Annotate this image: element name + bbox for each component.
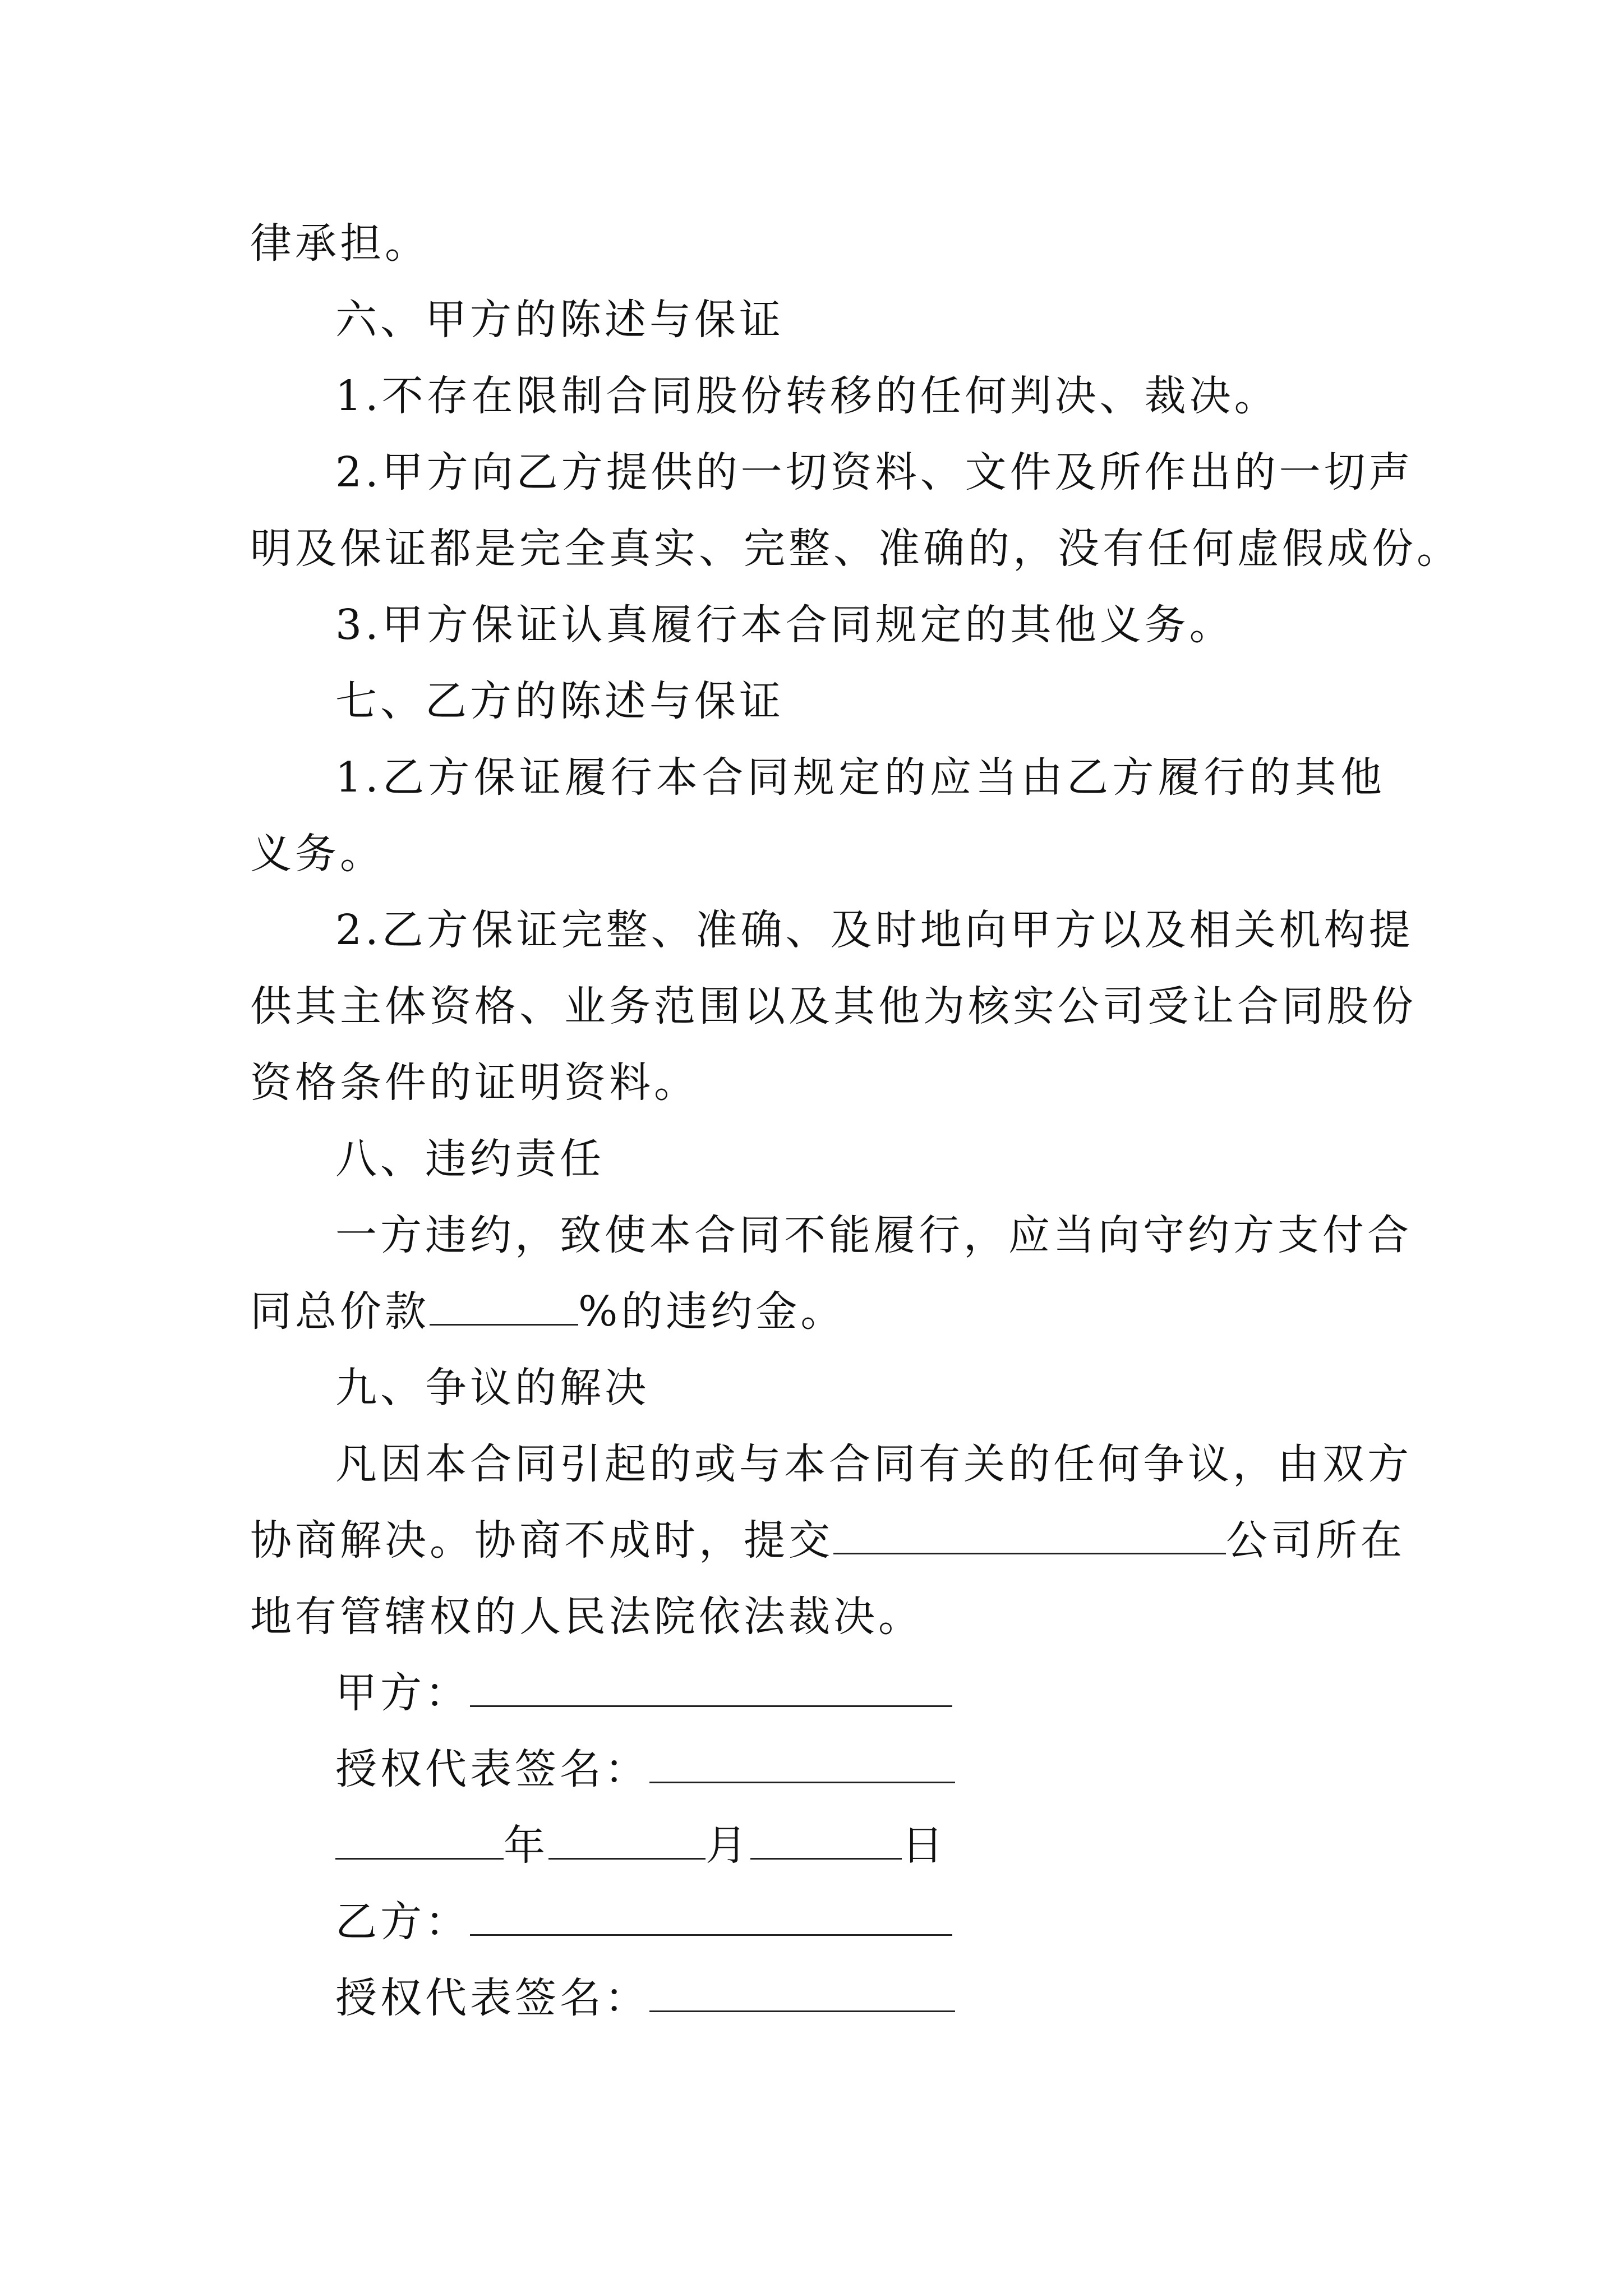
section-6-item-2-text-1: 2.甲方向乙方提供的一切资料、文件及所作出的一切声 [335,448,1414,496]
party-b-sign-blank [649,1975,955,2012]
month-label: 月 [706,1821,750,1870]
party-a-sign-row [250,1731,1385,1807]
section-7-item-2-line-3: 资格条件的证明资料。 [250,1059,699,1107]
section-7-item-2-line-1 [250,892,1414,968]
section-6-item-2-line-1 [250,434,1414,510]
section-7-item-2-text-1: 2.乙方保证完整、准确、及时地向甲方以及相关机构提 [335,906,1414,954]
party-b-row [250,1884,1385,1960]
party-a-sign-blank [649,1746,955,1783]
section-8-text-2-pre: 同总价款 [250,1287,430,1336]
section-8-text-line-2 [250,1273,1385,1350]
penalty-percent-blank [430,1288,578,1326]
party-b-sign-label: 授权代表签名： [335,1974,649,2022]
section-8-title: 八、违约责任 [335,1135,605,1183]
section-7-item-1-text-1: 1.乙方保证履行本合同规定的应当由乙方履行的其他 [335,753,1385,802]
party-b-blank [470,1898,952,1936]
section-8-text-1: 一方违约，致使本合同不能履行，应当向守约方支付合 [335,1211,1412,1259]
section-9-text-2-pre: 协商解决。协商不成时，提交 [250,1516,833,1565]
party-b-label: 乙方： [335,1898,470,1946]
section-7-item-1-line-1 [250,739,1385,816]
section-7-item-1-line-2: 义务。 [250,830,385,878]
section-8-text-line-1 [250,1197,1412,1273]
section-7-item-2-text-2: 供其主体资格、业务范围以及其他为核实公司受让合同股份 [250,982,1417,1030]
section-6-item-2-text-2: 明及保证都是完全真实、完整、准确的，没有任何虚假成份。 [250,524,1461,573]
section-9-text-1: 凡因本合同引起的或与本合同有关的任何争议，由双方 [335,1440,1412,1488]
document-body [250,205,1461,2036]
court-company-blank [833,1517,1226,1554]
party-a-label: 甲方： [335,1669,470,1717]
day-label: 日 [902,1821,947,1870]
party-a-row [250,1655,1385,1731]
day-blank [750,1822,902,1860]
date-row [250,1807,1385,1884]
party-a-sign-label: 授权代表签名： [335,1745,649,1793]
month-blank [548,1822,706,1860]
section-8-text-2-post: %的违约金。 [578,1287,846,1336]
section-7-title: 七、乙方的陈述与保证 [335,677,784,725]
section-6-item-2-line-2 [250,510,1461,587]
section-6-title: 六、甲方的陈述与保证 [335,296,784,344]
party-b-sign-row [250,1960,1385,2036]
section-9-title: 九、争议的解决 [335,1364,649,1412]
section-9-text-line-3: 地有管辖权的人民法院依法裁决。 [250,1593,923,1641]
section-7-item-2-line-2 [250,968,1417,1045]
paragraph-continuation: 律承担。 [250,219,430,268]
year-blank [335,1822,504,1860]
section-9-text-line-1 [250,1426,1412,1502]
party-a-blank [470,1669,952,1707]
section-9-text-2-post: 公司所在 [1226,1516,1405,1565]
section-6-item-3: 3.甲方保证认真履行本合同规定的其他义务。 [335,601,1234,649]
year-label: 年 [504,1821,548,1870]
section-6-item-1: 1.不存在限制合同股份转移的任何判决、裁决。 [335,372,1279,420]
section-9-text-line-2 [250,1502,1405,1579]
